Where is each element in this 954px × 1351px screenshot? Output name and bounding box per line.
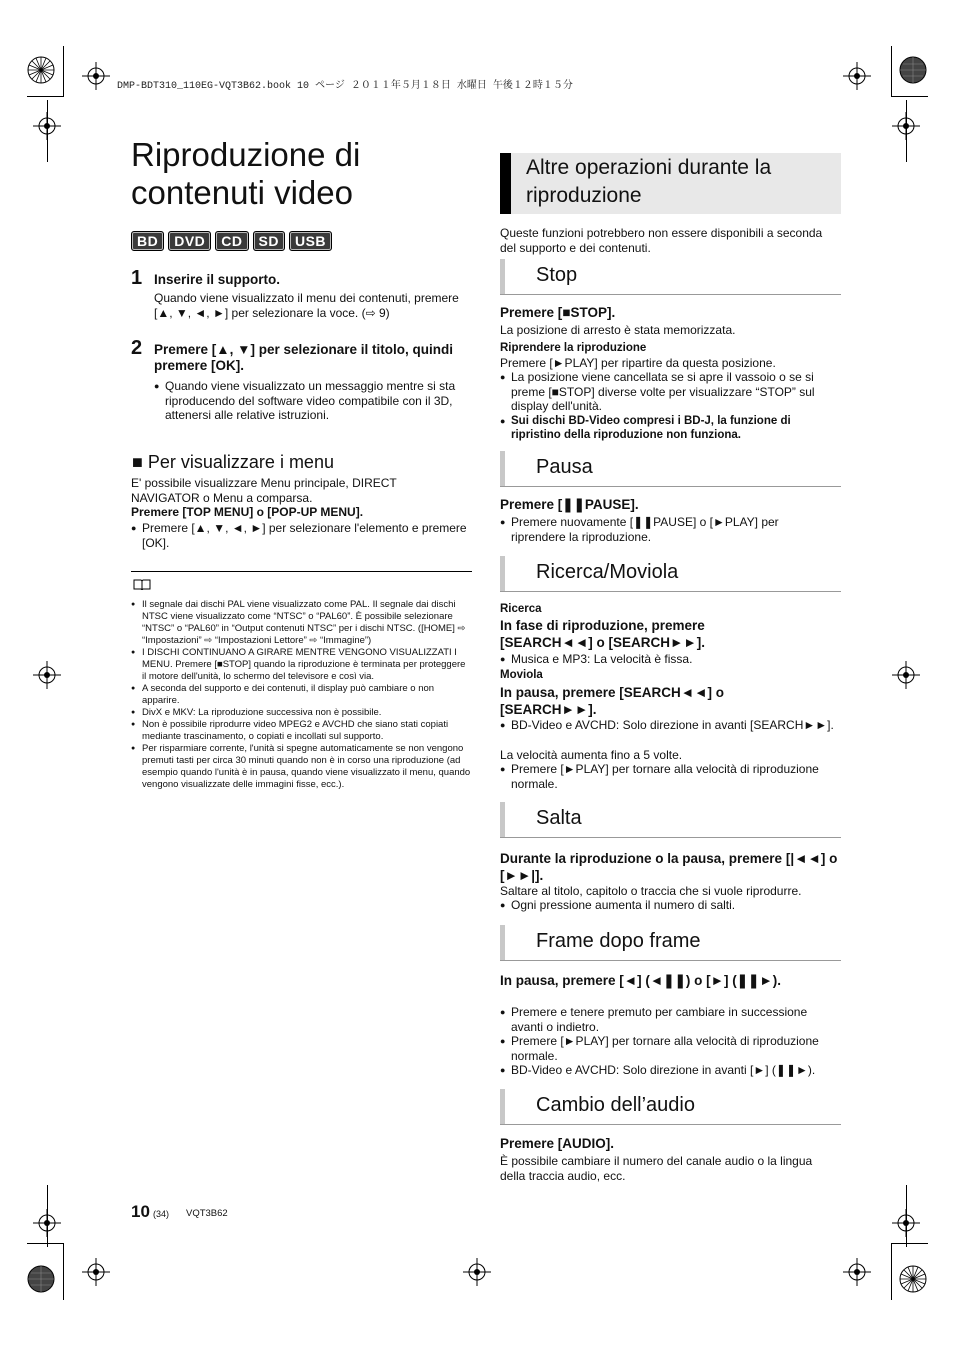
- subsection-title: Stop: [536, 264, 578, 286]
- subsection-bar: [500, 556, 505, 591]
- subsection-skip: [500, 802, 841, 838]
- menus-text: E' possibile visualizzare Menu principale, DIRECT NAVIGATOR o Menu a comparsa.: [131, 476, 397, 505]
- search-bullets1: [500, 652, 840, 667]
- frame-bold: In pausa, premere [◄] (◄❚❚) o [►] (❚❚►).: [500, 973, 781, 988]
- subsection-title: Pausa: [536, 456, 593, 478]
- menus-bold: Premere [TOP MENU] o [POP-UP MENU].: [131, 505, 364, 519]
- search-text: La velocità aumenta fino a 5 volte.: [500, 748, 683, 762]
- step1-text: Quando viene visualizzato il menu dei contenuti, premere [▲, ▼, ◄, ►] per selezionare la voce. (⇨ 9): [154, 291, 459, 320]
- pause-bold: Premere [❚❚PAUSE].: [500, 497, 639, 512]
- registration-crosshair-icon: [892, 112, 920, 140]
- crop-mark: [891, 96, 928, 97]
- search-bullets2: [500, 718, 845, 733]
- registration-crosshair-icon: [82, 62, 110, 90]
- badge-sd: SD: [253, 231, 285, 251]
- list-item: ● Premere [►PLAY] per tornare alla velocità di riproduzione normale.: [500, 762, 841, 791]
- registration-crosshair-icon: [843, 62, 871, 90]
- page-title: Riproduzione di contenuti video: [131, 136, 361, 211]
- step-number: 1: [131, 267, 143, 289]
- subsection-audio: [500, 1089, 841, 1125]
- subsection-title: Salta: [536, 807, 582, 829]
- subsection-search: [500, 556, 841, 592]
- subsection-bar: [500, 802, 505, 837]
- stop-subhead: Riprendere la riproduzione: [500, 342, 647, 354]
- step1-heading: Inserire il supporto.: [154, 272, 281, 287]
- section-header: [500, 153, 841, 214]
- badge-dvd: DVD: [168, 231, 211, 251]
- stop-bullets: [500, 370, 841, 443]
- subsection-bar: [500, 259, 505, 294]
- crop-mark: [63, 1243, 64, 1300]
- list-item: ● Ogni pressione aumenta il numero di salti.: [500, 898, 840, 913]
- intro-text: Queste funzioni potrebbero non essere disponibili a seconda del supporto e dei contenuti.: [500, 226, 823, 255]
- subsection-stop: [500, 259, 841, 295]
- list-item: ● Il segnale dai dischi PAL viene visualizzato come PAL. Il segnale dai dischi NTSC viene visualizzato come “NTSC” o “PAL60”. È possibile selezionare “NTSC” o “PAL60” in “Output contenuti NTSC” per i dischi NTSC. ([HOME] ⇨ “Impostazioni” ⇨ “Impostazioni Lettore” ⇨ “Immagine”): [131, 599, 471, 647]
- list-item: ● Sui dischi BD-Video compresi i BD-J, la funzione di ripristino della riproduzione non funziona.: [500, 414, 841, 443]
- registration-crosshair-icon: [33, 661, 61, 689]
- subsection-title: Ricerca/Moviola: [536, 561, 679, 583]
- notes-divider: [131, 571, 472, 572]
- crop-mark: [891, 1243, 928, 1244]
- section-title: Altre operazioni durante la riproduzione: [526, 156, 772, 207]
- stop-text2: Premere [►PLAY] per ripartire da questa posizione.: [500, 356, 776, 370]
- list-item: ● BD-Video e AVCHD: Solo direzione in avanti [►] (❚❚►).: [500, 1063, 841, 1078]
- subsection-title: Cambio dell’audio: [536, 1094, 695, 1116]
- subsection-frame: [500, 925, 841, 961]
- search-bullets3: [500, 762, 841, 791]
- list-item: ● Quando viene visualizzato un messaggio mentre si sta riproducendo del software video compatibile con il 3D, attenersi alle relative istruzioni.: [154, 379, 472, 423]
- skip-bullets: [500, 898, 840, 913]
- registration-dot-icon: [26, 1264, 56, 1294]
- search-sub1: Ricerca: [500, 603, 542, 615]
- menus-bullets: [131, 521, 471, 550]
- frame-bullets: [500, 1005, 841, 1078]
- skip-text: Saltare al titolo, capitolo o traccia che si vuole riprodurre.: [500, 884, 802, 898]
- subsection-bar: [500, 451, 505, 486]
- list-item: ● Premere [►PLAY] per tornare alla velocità di riproduzione normale.: [500, 1034, 841, 1063]
- note-book-icon: [133, 578, 151, 590]
- menus-heading-label: Per visualizzare i menu: [147, 452, 334, 472]
- registration-crosshair-icon: [892, 661, 920, 689]
- list-item: ● Musica e MP3: La velocità è fissa.: [500, 652, 840, 667]
- registration-dot-icon: [898, 55, 928, 85]
- crop-mark: [27, 1243, 64, 1244]
- media-badges: [131, 231, 332, 251]
- badge-cd: CD: [215, 231, 248, 251]
- registration-crosshair-icon: [82, 1258, 110, 1286]
- badge-bd: BD: [131, 231, 164, 251]
- registration-crosshair-icon: [33, 112, 61, 140]
- step2-heading: Premere [▲, ▼] per selezionare il titolo, quindi premere [OK].: [154, 342, 454, 373]
- page-number: 10: [131, 1202, 150, 1221]
- stop-text: La posizione di arresto è stata memorizzata.: [500, 323, 736, 337]
- list-item: ● Premere [▲, ▼, ◄, ►] per selezionare l'elemento e premere [OK].: [131, 521, 471, 550]
- badge-usb: USB: [289, 231, 332, 251]
- subsection-bar: [500, 1089, 505, 1124]
- audio-bold: Premere [AUDIO].: [500, 1136, 615, 1151]
- square-bullet-icon: ■: [132, 452, 143, 472]
- list-item: ● La posizione viene cancellata se si apre il vassoio o se si preme [■STOP] diverse volte per visualizzare “STOP” sul display dell'unità.: [500, 370, 841, 414]
- audio-text: È possibile cambiare il numero del canale audio o la lingua della traccia audio, ecc.: [500, 1154, 813, 1183]
- search-bold2: In pausa, premere [SEARCH◄◄] o [SEARCH►►].: [500, 685, 725, 717]
- subsection-bar: [500, 925, 505, 960]
- pause-bullets: [500, 515, 820, 544]
- list-item: ● I DISCHI CONTINUANO A GIRARE MENTRE VENGONO VISUALIZZATI I MENU. Premere [■STOP] quando la riproduzione è terminata per proteggere il motore dell'unità, lo schermo del televisore e così via.: [131, 647, 471, 683]
- header-bar: [500, 153, 511, 214]
- subsection-pause: [500, 451, 841, 487]
- page-sub: (34): [153, 1209, 170, 1219]
- registration-crosshair-icon: [463, 1258, 491, 1286]
- menus-heading: [132, 452, 334, 473]
- list-item: ● A seconda del supporto e dei contenuti, il display può cambiare o non apparire.: [131, 683, 471, 707]
- crop-mark: [63, 46, 64, 96]
- skip-bold: Durante la riproduzione o la pausa, premere [|◄◄] o [►►|].: [500, 851, 838, 883]
- list-item: ● Non è possibile riprodurre video MPEG2 e AVCHD che siano stati copiati mediante trascinamento, o copiati e incollati sul supporto.: [131, 719, 471, 743]
- notes-list: [131, 599, 471, 791]
- registration-crosshair-icon: [33, 1209, 61, 1237]
- crop-mark: [27, 96, 64, 97]
- list-item: ● Premere e tenere premuto per cambiare in successione avanti o indietro.: [500, 1005, 841, 1034]
- registration-starburst-icon: [898, 1264, 928, 1294]
- step2-bullets: [154, 379, 472, 423]
- step-number: 2: [131, 337, 143, 359]
- list-item: ● DivX e MKV: La riproduzione successiva non è possibile.: [131, 707, 471, 719]
- list-item: ● BD-Video e AVCHD: Solo direzione in avanti [SEARCH►►].: [500, 718, 845, 733]
- list-item: ● Premere nuovamente [❚❚PAUSE] o [►PLAY] per riprendere la riproduzione.: [500, 515, 820, 544]
- stop-bold: Premere [■STOP].: [500, 305, 616, 320]
- subsection-title: Frame dopo frame: [536, 930, 701, 952]
- registration-crosshair-icon: [892, 1209, 920, 1237]
- file-info: DMP-BDT310_110EG-VQT3B62.book 10 ページ ２０１１年５月１８日 水曜日 午後１２時１５分: [117, 81, 573, 92]
- search-sub2: Moviola: [500, 669, 543, 681]
- crop-mark: [891, 1243, 892, 1300]
- search-bold1: In fase di riproduzione, premere [SEARCH◄◄] o [SEARCH►►].: [500, 618, 705, 650]
- registration-starburst-icon: [26, 55, 56, 85]
- list-item: ● Per risparmiare corrente, l'unità si spegne automaticamente se non vengono premuti tasti per circa 30 minuti quando non è in corso una riproduzione (ad esempio quando l'unità è in pausa, quando viene visualizzato il menu, quando vengono visualizzate delle immagini fisse, ecc.).: [131, 743, 471, 791]
- crop-mark: [891, 46, 892, 96]
- registration-crosshair-icon: [843, 1258, 871, 1286]
- doc-code: VQT3B62: [186, 1208, 228, 1219]
